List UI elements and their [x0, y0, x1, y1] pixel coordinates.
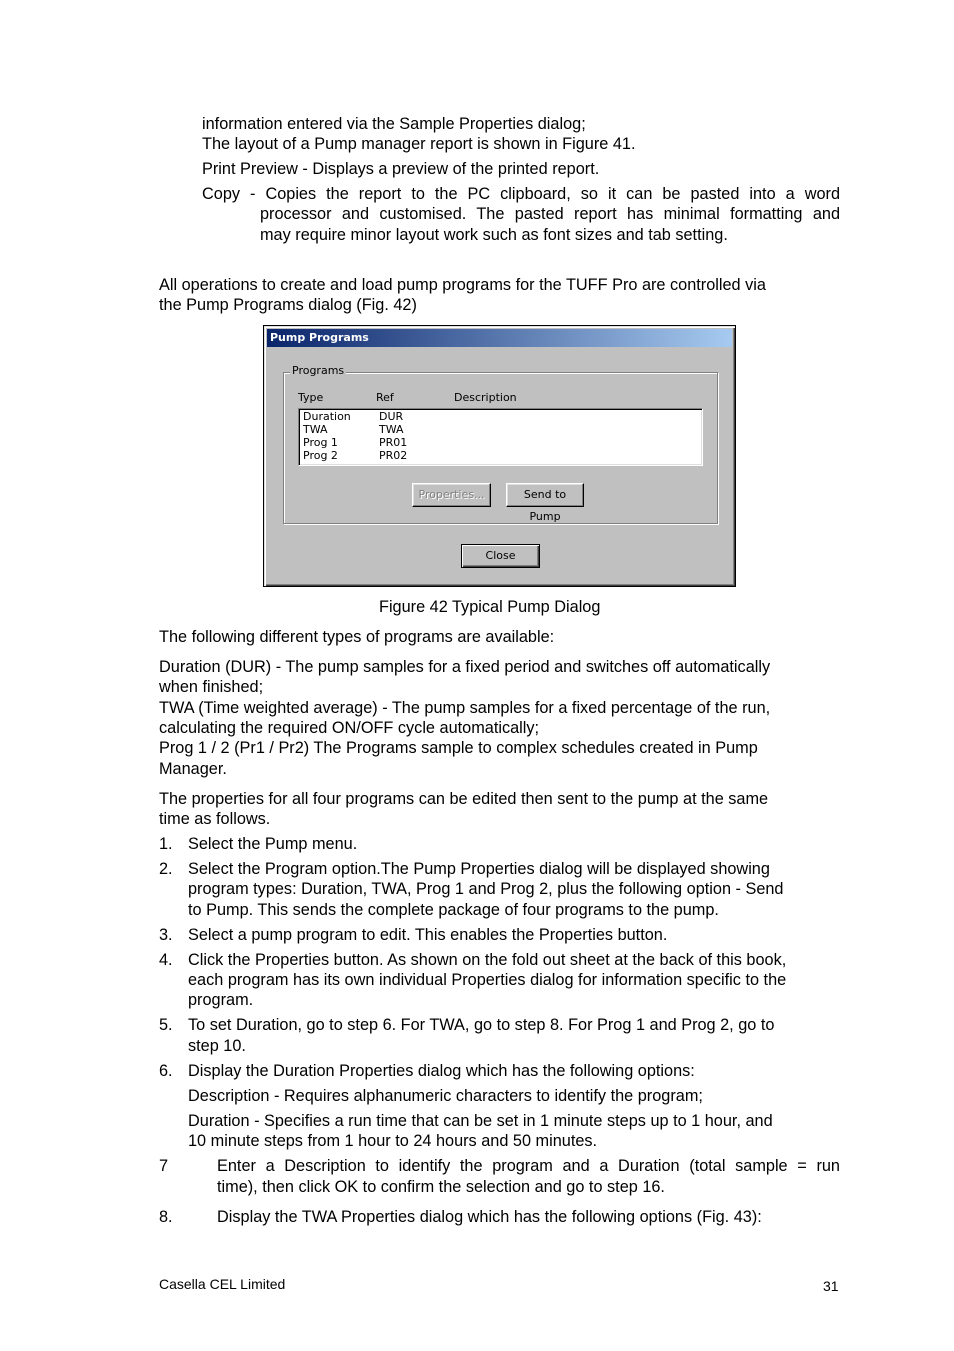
operations-para-line-2: the Pump Programs dialog (Fig. 42)	[159, 296, 417, 314]
step-text: to Pump. This sends the complete package of four programs to the pump.	[188, 901, 719, 919]
step-text: step 10.	[188, 1037, 246, 1055]
step-number: 7	[159, 1157, 169, 1175]
pump-programs-dialog	[263, 325, 736, 587]
column-header-description: Description	[454, 391, 517, 404]
type-twa-line-1: TWA (Time weighted average) - The pump samples for a fixed percentage of the run,	[159, 699, 771, 717]
step-text: Enter a Description to identify the program and a Duration (total sample = run	[217, 1157, 840, 1175]
column-header-type: Type	[298, 391, 324, 404]
copy-text-line-3: may require minor layout work such as font sizes and tab setting.	[260, 226, 728, 244]
type-twa-line-2: calculating the required ON/OFF cycle automatically;	[159, 719, 540, 737]
copy-text-line-2: processor and customised. The pasted report has minimal formatting and	[260, 205, 840, 223]
option-duration-line-1: Duration - Specifies a run time that can be set in 1 minute steps up to 1 hour, and	[188, 1112, 773, 1130]
operations-para-line-1: All operations to create and load pump programs for the TUFF Pro are controlled via	[159, 276, 766, 294]
step-text: Select a pump program to edit. This enables the Properties button.	[188, 926, 668, 944]
row-type: Duration	[303, 410, 351, 423]
row-ref: TWA	[379, 423, 404, 436]
send-to-pump-button[interactable]: Send to Pump	[506, 483, 584, 507]
properties-para-line-1: The properties for all four programs can be edited then sent to the pump at the same	[159, 790, 769, 808]
column-header-ref: Ref	[376, 391, 394, 404]
step-text: program.	[188, 991, 254, 1009]
row-ref: DUR	[379, 410, 404, 423]
programs-list[interactable]	[298, 408, 703, 466]
step-text: Display the Duration Properties dialog which has the following options:	[188, 1062, 695, 1080]
step-number: 8.	[159, 1208, 173, 1226]
types-intro: The following different types of programs are available:	[159, 628, 555, 646]
step-text: Select the Program option.The Pump Properties dialog will be displayed showing	[188, 860, 770, 878]
step-number: 5.	[159, 1016, 173, 1034]
figure-caption: Figure 42 Typical Pump Dialog	[379, 598, 601, 616]
step-text: time), then click OK to confirm the selection and go to step 16.	[217, 1178, 665, 1196]
type-prog-line-2: Manager.	[159, 760, 227, 778]
row-ref: PR02	[379, 449, 408, 462]
dialog-title-bar: Pump Programs	[267, 329, 732, 347]
step-number: 2.	[159, 860, 173, 878]
row-type: TWA	[303, 423, 328, 436]
page-number: 31	[823, 1278, 839, 1294]
type-duration-line-1: Duration (DUR) - The pump samples for a fixed period and switches off automatically	[159, 658, 771, 676]
copy-text-line-1: Copy - Copies the report to the PC clipboard, so it can be pasted into a word	[202, 185, 840, 203]
type-prog-line-1: Prog 1 / 2 (Pr1 / Pr2) The Programs sample to complex schedules created in Pump	[159, 739, 758, 757]
type-duration-line-2: when finished;	[159, 678, 264, 696]
option-description: Description - Requires alphanumeric characters to identify the program;	[188, 1087, 703, 1105]
step-text: Click the Properties button. As shown on the fold out sheet at the back of this book,	[188, 951, 787, 969]
row-type: Prog 2	[303, 449, 338, 462]
step-number: 1.	[159, 835, 173, 853]
step-text: program types: Duration, TWA, Prog 1 and Prog 2, plus the following option - Send	[188, 880, 784, 898]
step-number: 3.	[159, 926, 173, 944]
row-type: Prog 1	[303, 436, 338, 449]
intro-line-2: The layout of a Pump manager report is shown in Figure 41.	[202, 135, 636, 153]
properties-button[interactable]: Properties...	[412, 483, 491, 507]
row-ref: PR01	[379, 436, 408, 449]
step-text: To set Duration, go to step 6. For TWA, go to step 8. For Prog 1 and Prog 2, go to	[188, 1016, 775, 1034]
step-number: 4.	[159, 951, 173, 969]
intro-line-1: information entered via the Sample Properties dialog;	[202, 115, 586, 133]
option-duration-line-2: 10 minute steps from 1 hour to 24 hours and 50 minutes.	[188, 1132, 598, 1150]
programs-group-label: Programs	[292, 364, 345, 377]
footer-company: Casella CEL Limited	[159, 1276, 286, 1292]
step-text: each program has its own individual Properties dialog for information specific to the	[188, 971, 787, 989]
step-number: 6.	[159, 1062, 173, 1080]
print-preview-text: Print Preview - Displays a preview of the printed report.	[202, 160, 600, 178]
properties-para-line-2: time as follows.	[159, 810, 271, 828]
step-text: Display the TWA Properties dialog which has the following options (Fig. 43):	[217, 1208, 762, 1226]
close-button[interactable]: Close	[461, 544, 540, 568]
step-text: Select the Pump menu.	[188, 835, 358, 853]
